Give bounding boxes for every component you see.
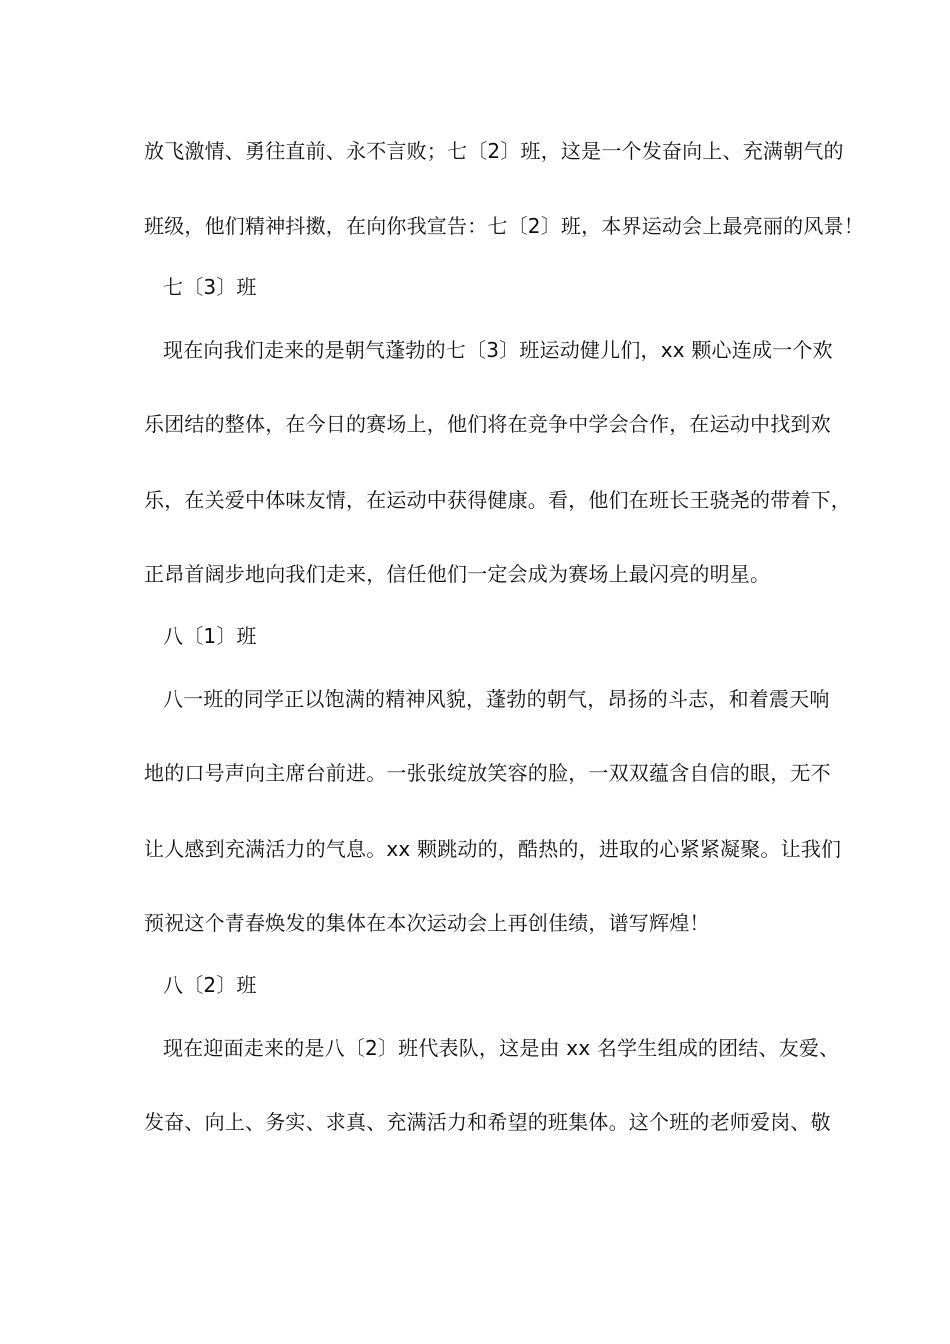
section-heading: 七〔3〕班 (163, 275, 257, 299)
paragraph-line: 正昂首阔步地向我们走来，信任他们一定会成为赛场上最闪亮的明星。 (144, 562, 771, 586)
paragraph-line: 八一班的同学正以饱满的精神风貌，蓬勃的朝气，昂扬的斗志，和着震天响 (163, 687, 830, 711)
paragraph-line: 乐团结的整体，在今日的赛场上，他们将在竞争中学会合作，在运动中找到欢 (144, 412, 831, 436)
paragraph-line: 放飞激情、勇往直前、永不言败；七〔2〕班，这是一个发奋向上、充满朝气的 (144, 139, 844, 163)
paragraph-line: 班级，他们精神抖擞，在向你我宣告：七〔2〕班，本界运动会上最亮丽的风景！ (144, 214, 864, 238)
paragraph-line: 现在迎面走来的是八〔2〕班代表队，这是由 xx 名学生组成的团结、友爱、 (163, 1036, 840, 1060)
paragraph-line: 现在向我们走来的是朝气蓬勃的七〔3〕班运动健儿们，xx 颗心连成一个欢 (163, 338, 833, 362)
paragraph-line: 乐，在关爱中体味友情，在运动中获得健康。看，他们在班长王骁尧的带着下， (144, 488, 851, 512)
paragraph-line: 地的口号声向主席台前进。一张张绽放笑容的脸，一双双蕴含自信的眼，无不 (144, 761, 831, 785)
paragraph-line: 发奋、向上、务实、求真、充满活力和希望的班集体。这个班的老师爱岗、敬 (144, 1110, 831, 1134)
section-heading: 八〔1〕班 (163, 624, 257, 648)
section-heading: 八〔2〕班 (163, 973, 257, 997)
paragraph-line: 让人感到充满活力的气息。xx 颗跳动的，酷热的，进取的心紧紧凝聚。让我们 (144, 837, 842, 861)
paragraph-line: 预祝这个青春焕发的集体在本次运动会上再创佳绩，谱写辉煌！ (144, 911, 710, 935)
